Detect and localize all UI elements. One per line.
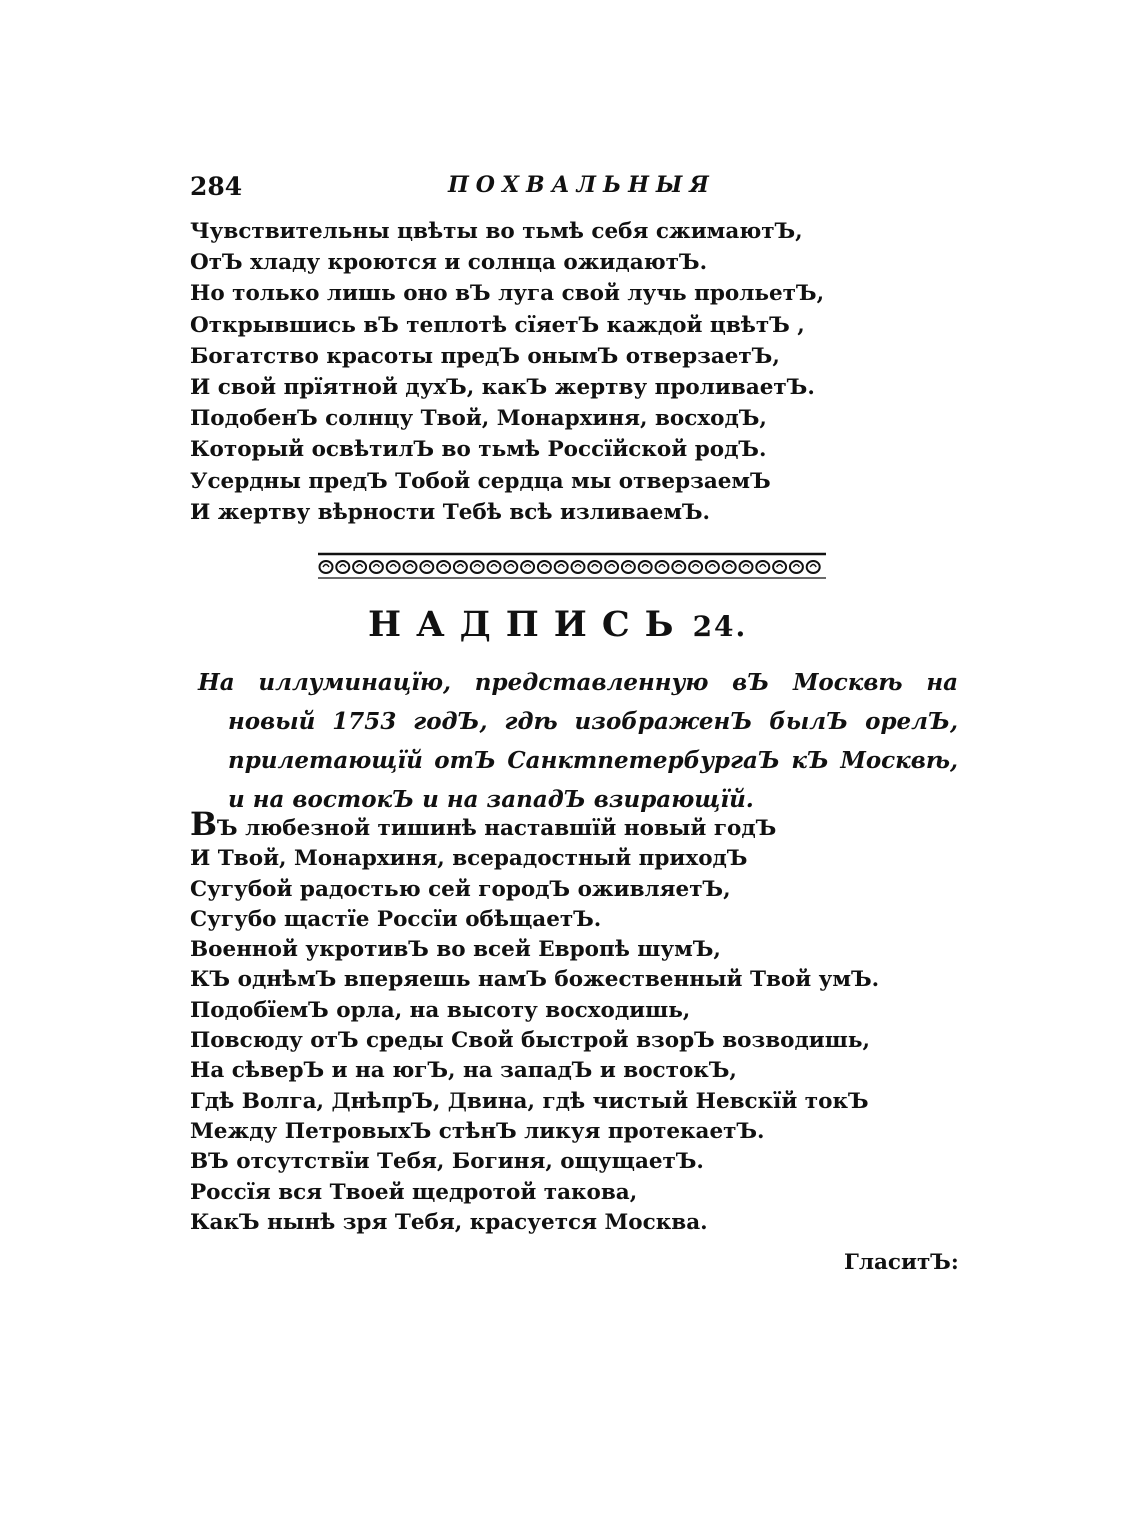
verse-line: И Твой, Монархиня, всерадостный приходЪ [190,846,748,872]
decorative-divider [318,551,826,581]
verse-stanza-1 [190,216,824,528]
verse-stanza-2 [190,805,880,1238]
verse-line: Повсюду отЪ среды Свой быстрой взорЪ возводишь, [190,1028,870,1054]
verse-line: КакЪ нынѣ зря Тебя, красуется Москва. [190,1209,708,1235]
running-head [190,172,830,206]
verse-line: ПодобїемЪ орла, на высоту восходишь, [190,997,691,1023]
section-title: НАДПИСЬ [368,604,689,645]
section-subtitle: На иллуминацїю, представленную вЪ Москвѣ на новый 1753 годЪ, гдѣ изображенЪ былЪ орелЪ, прилетающїй отЪ СанктпетербургаЪ кЪ Москвѣ, и на востокЪ и на западЪ взирающїй. [198,669,958,813]
verse-line: Сугубо щастїе Россїи обѣщаетЪ. [190,906,602,932]
verse-line: На сѣверЪ и на югЪ, на западЪ и востокЪ, [190,1058,737,1084]
verse-line: И жертву вѣрности Тебѣ всѣ изливаемЪ. [190,499,711,525]
verse-line: Но только лишь оно вЪ луга свой лучь прольетЪ, [190,281,825,307]
section-number: 24. [692,610,748,643]
catchword: ГласитЪ: [844,1250,959,1275]
section-heading [368,604,747,645]
verse-line: Гдѣ Волга, ДнѣпрЪ, Двина, гдѣ чистый Невскїй токЪ [190,1088,869,1114]
verse-line-first [190,805,879,844]
ornament-border-icon [318,551,826,581]
verse-line: ВЪ отсутствїи Тебя, Богиня, ощущаетЪ. [190,1149,704,1175]
verse-line: Богатство красоты предЪ онымЪ отверзаетЪ, [190,343,780,369]
verse-line: Усердны предЪ Тобой сердца мы отверзаемЪ [190,468,771,494]
verse-line: Сугубой радостью сей городЪ оживляетЪ, [190,876,731,902]
verse-line: КЪ однѣмЪ вперяешь намЪ божественный Твой умЪ. [190,967,880,993]
verse-line: Чувствительны цвѣты во тьмѣ себя сжимаютЪ, [190,219,803,244]
drop-cap: В [190,805,218,843]
verse-line: ОтЪ хладу кроются и солнца ожидаютЪ. [190,250,708,276]
verse-line: И свой прїятной духЪ, какЪ жертву проливаетЪ. [190,375,815,401]
page-number: 284 [190,172,243,201]
verse-line: Который освѣтилЪ во тьмѣ Россїйской родЪ. [190,437,767,463]
verse-line: Открывшись вЪ теплотѣ сїяетЪ каждой цвѣтЪ , [190,312,805,338]
verse-line: Между ПетровыхЪ стѣнЪ ликуя протекаетЪ. [190,1118,765,1144]
first-line-text: Ъ любезной тишинѣ наставшїй новый годЪ [217,816,777,841]
verse-line: ПодобенЪ солнцу Твой, Монархиня, восходЪ, [190,406,767,432]
running-title: ПОХВАЛЬНЫЯ [448,172,716,198]
verse-line: Военной укротивЪ во всей Европѣ шумЪ, [190,937,721,963]
verse-line: Россїя вся Твоей щедротой такова, [190,1179,638,1205]
